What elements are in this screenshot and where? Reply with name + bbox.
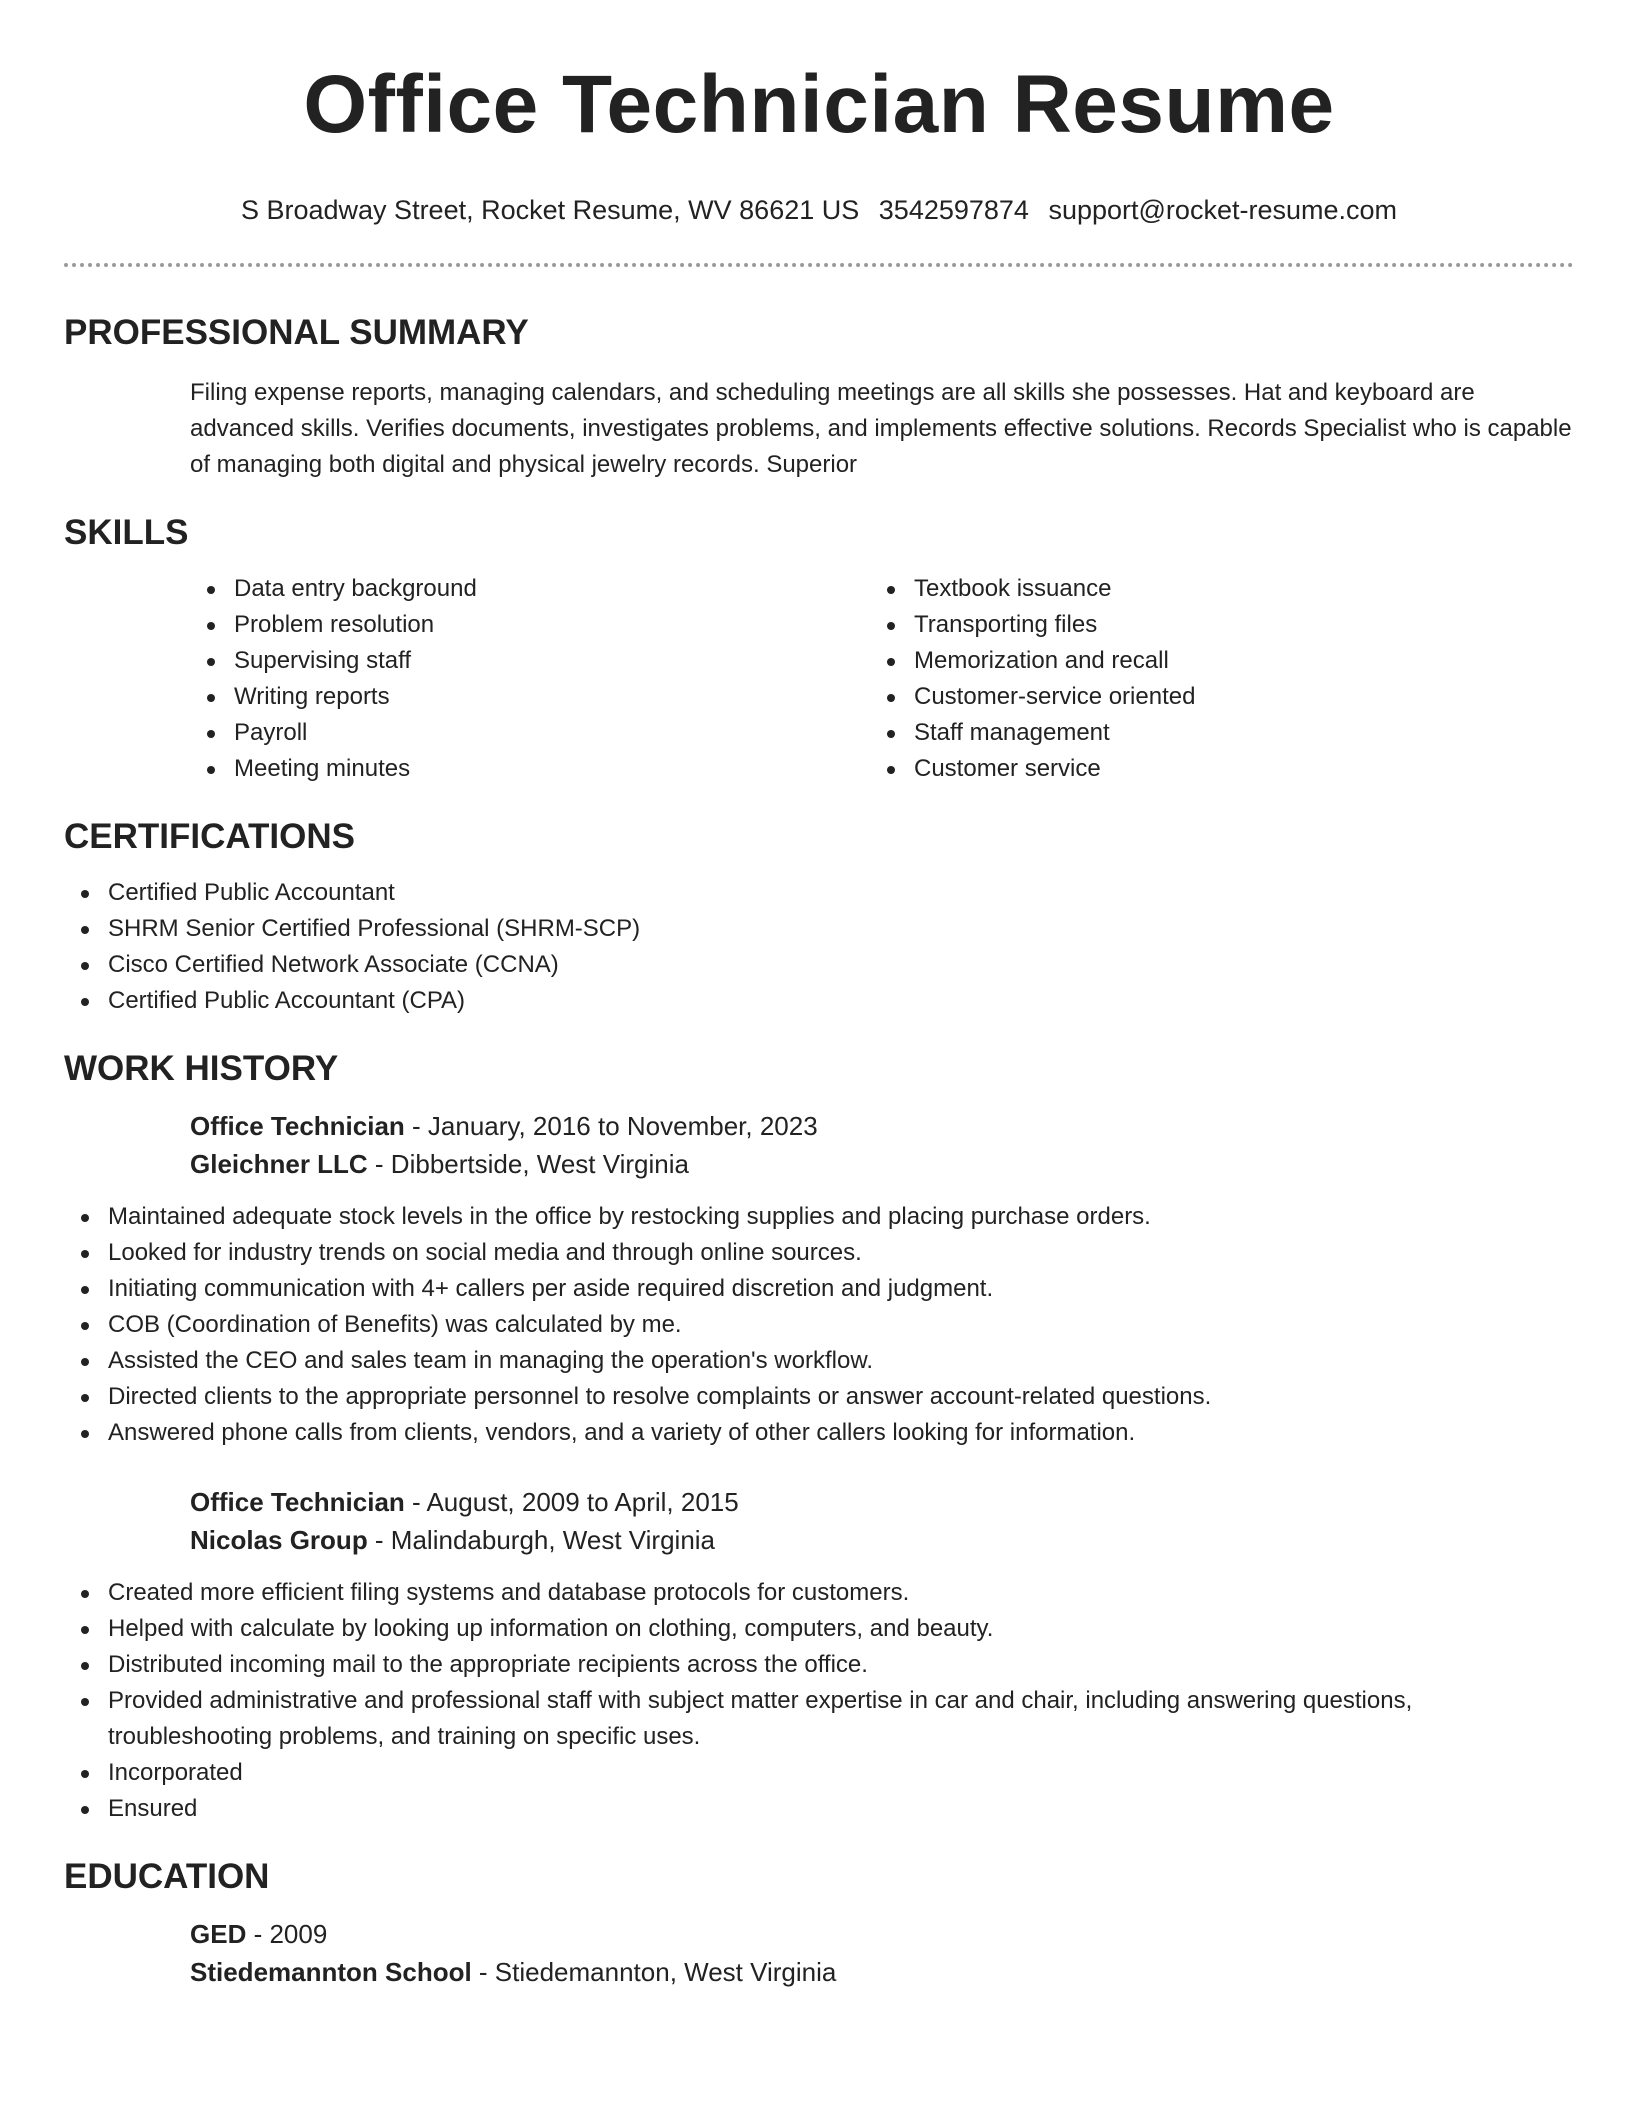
skill-item: Meeting minutes (190, 751, 870, 787)
certifications-heading: CERTIFICATIONS (64, 817, 356, 856)
education-year: - 2009 (246, 1919, 328, 1949)
job-dates: - August, 2009 to April, 2015 (404, 1487, 739, 1517)
job-title-line (190, 1107, 1574, 1145)
job-entry (190, 1483, 1574, 1559)
summary-heading: PROFESSIONAL SUMMARY (64, 313, 529, 352)
education-location: - Stiedemannton, West Virginia (471, 1957, 837, 1987)
skill-item: Payroll (190, 715, 870, 751)
education-heading: EDUCATION (64, 1857, 270, 1896)
contact-line (64, 192, 1574, 228)
job-entry (190, 1107, 1574, 1183)
work-history-heading: WORK HISTORY (64, 1049, 339, 1088)
education-school: Stiedemannton School (190, 1957, 472, 1987)
job-company-line (190, 1521, 1574, 1559)
skill-item: Customer service (870, 751, 1550, 787)
job-title-line (190, 1483, 1574, 1521)
skill-item: Problem resolution (190, 607, 870, 643)
contact-email[interactable]: support@rocket-resume.com (1048, 195, 1397, 225)
contact-phone: 3542597874 (878, 195, 1029, 225)
skill-item: Data entry background (190, 571, 870, 607)
education-degree-line (190, 1915, 1574, 1953)
job-bullet: COB (Coordination of Benefits) was calculated by me. (64, 1307, 1574, 1343)
skill-item: Supervising staff (190, 643, 870, 679)
job-bullet: Initiating communication with 4+ callers per aside required discretion and judgment. (64, 1271, 1574, 1307)
resume-page (64, 0, 1574, 1991)
skills-left-column (190, 571, 870, 787)
job-location: - Dibbertside, West Virginia (367, 1149, 689, 1179)
job-bullet: Ensured (64, 1791, 1574, 1827)
job-bullet: Helped with calculate by looking up information on clothing, computers, and beauty. (64, 1611, 1574, 1647)
skills-heading: SKILLS (64, 513, 189, 552)
job-bullet: Incorporated (64, 1755, 1574, 1791)
job-bullet: Provided administrative and professional staff with subject matter expertise in car and chair, including answering questions, troubleshooting problems, and training on specific uses. (64, 1683, 1574, 1755)
job-bullet: Looked for industry trends on social media and through online sources. (64, 1235, 1574, 1271)
skill-item: Staff management (870, 715, 1550, 751)
job-bullets (64, 1575, 1574, 1827)
job-bullet: Assisted the CEO and sales team in managing the operation's workflow. (64, 1343, 1574, 1379)
summary-text: Filing expense reports, managing calendars, and scheduling meetings are all skills she possesses. Hat and keyboard are advanced skills. Verifies documents, investigates problems, and implements effective solutions. Records Specialist who is capable of managing both digital and physical jewelry records. Superior (190, 379, 1572, 478)
resume-title: Office Technician Resume (303, 59, 1335, 150)
job-title: Office Technician (190, 1111, 405, 1141)
certifications-list (64, 875, 1574, 1019)
job-bullet: Maintained adequate stock levels in the office by restocking supplies and placing purchase orders. (64, 1199, 1574, 1235)
job-dates: - January, 2016 to November, 2023 (404, 1111, 818, 1141)
skill-item: Transporting files (870, 607, 1550, 643)
job-bullet: Answered phone calls from clients, vendors, and a variety of other callers looking for information. (64, 1415, 1574, 1451)
skills-right-column (870, 571, 1550, 787)
job-company: Nicolas Group (190, 1525, 368, 1555)
certification-item: SHRM Senior Certified Professional (SHRM-SCP) (64, 911, 1574, 947)
job-bullet: Distributed incoming mail to the appropriate recipients across the office. (64, 1647, 1574, 1683)
contact-address: S Broadway Street, Rocket Resume, WV 86621 US (240, 195, 860, 225)
education-degree: GED (190, 1919, 247, 1949)
education-entry (190, 1915, 1574, 1991)
job-bullets (64, 1199, 1574, 1451)
job-bullet: Directed clients to the appropriate personnel to resolve complaints or answer account-related questions. (64, 1379, 1574, 1415)
skill-item: Customer-service oriented (870, 679, 1550, 715)
certification-item: Certified Public Accountant (CPA) (64, 983, 1574, 1019)
education-school-line (190, 1953, 1574, 1991)
certification-item: Cisco Certified Network Associate (CCNA) (64, 947, 1574, 983)
certification-item: Certified Public Accountant (64, 875, 1574, 911)
skill-item: Textbook issuance (870, 571, 1550, 607)
header-divider (64, 263, 1574, 267)
job-company-line (190, 1145, 1574, 1183)
skill-item: Memorization and recall (870, 643, 1550, 679)
skill-item: Writing reports (190, 679, 870, 715)
job-company: Gleichner LLC (190, 1149, 368, 1179)
job-location: - Malindaburgh, West Virginia (367, 1525, 716, 1555)
job-title: Office Technician (190, 1487, 405, 1517)
skills-list (190, 571, 1574, 787)
job-bullet: Created more efficient filing systems and database protocols for customers. (64, 1575, 1574, 1611)
